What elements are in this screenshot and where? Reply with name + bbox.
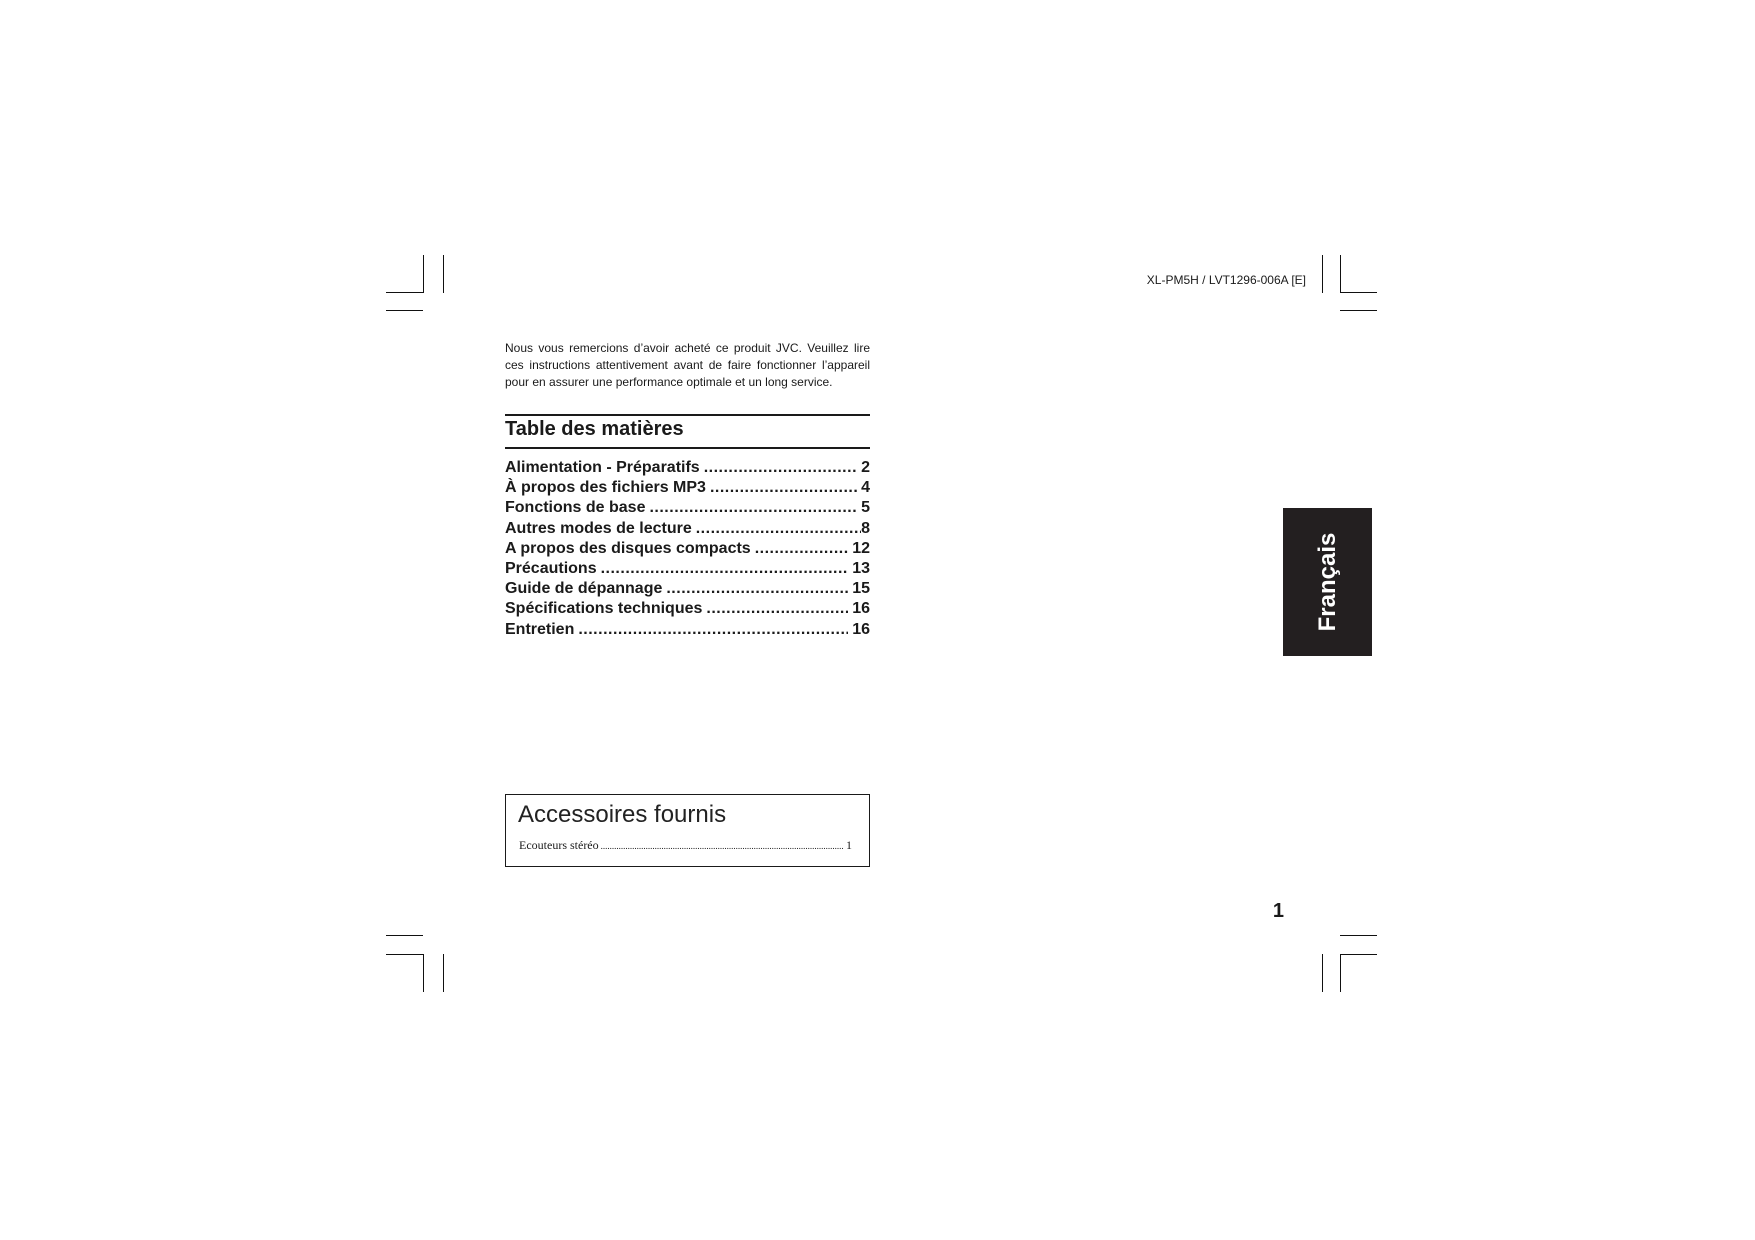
intro-paragraph: Nous vous remercions d’avoir acheté ce produit JVC. Veuillez lire ces instructions attentivement avant de faire fonctionner l’appareil pour en assurer une performance optimale et un long service. xyxy=(505,341,870,389)
table-of-contents xyxy=(505,459,870,641)
accessory-quantity: 1 xyxy=(846,838,852,852)
toc-entry-title: Spécifications techniques xyxy=(505,600,703,618)
dot-leader xyxy=(601,560,849,578)
toc-entry[interactable] xyxy=(505,560,870,580)
dot-leader xyxy=(649,499,857,517)
crop-mark xyxy=(386,310,423,311)
dot-leader xyxy=(601,838,844,853)
dot-leader xyxy=(706,600,848,618)
crop-mark xyxy=(1340,310,1377,311)
page-number: 1 xyxy=(1272,900,1284,922)
crop-mark xyxy=(1340,954,1341,992)
toc-entry-page: 12 xyxy=(852,539,870,557)
toc-entry-title: Fonctions de base xyxy=(505,499,646,517)
dot-leader xyxy=(666,580,848,598)
crop-mark xyxy=(1340,255,1341,293)
crop-mark xyxy=(423,255,424,293)
crop-mark xyxy=(443,954,444,992)
crop-mark xyxy=(1340,292,1377,293)
crop-mark xyxy=(443,255,444,293)
toc-entry-title: Précautions xyxy=(505,559,597,577)
accessories-heading: Accessoires fournis xyxy=(518,801,727,828)
toc-entry[interactable] xyxy=(505,600,870,620)
toc-entry-title: Alimentation - Préparatifs xyxy=(505,459,700,476)
crop-mark xyxy=(386,292,423,293)
toc-entry-page: 13 xyxy=(852,559,870,577)
dot-leader xyxy=(578,621,848,639)
toc-entry-page: 4 xyxy=(861,479,870,497)
document-code: XL-PM5H / LVT1296-006A [E] xyxy=(1146,273,1306,287)
toc-entry-title: À propos des fichiers MP3 xyxy=(505,479,706,497)
toc-entry-title: Autres modes de lecture xyxy=(505,519,692,537)
toc-entry[interactable] xyxy=(505,580,870,600)
toc-entry-title: Guide de dépannage xyxy=(505,580,663,598)
crop-mark xyxy=(423,954,424,992)
toc-entry-page: 5 xyxy=(861,499,870,517)
toc-entry[interactable] xyxy=(505,479,870,499)
toc-entry-page: 16 xyxy=(852,600,870,618)
accessory-item xyxy=(519,838,852,853)
toc-entry[interactable] xyxy=(505,459,870,479)
accessories-box xyxy=(505,794,870,867)
toc-entry-title: A propos des disques compacts xyxy=(505,539,751,557)
toc-entry-title: Entretien xyxy=(505,620,575,638)
toc-entry[interactable] xyxy=(505,499,870,519)
toc-entry-page: 15 xyxy=(852,580,870,598)
dot-leader xyxy=(704,459,857,477)
toc-entry-page: 16 xyxy=(852,620,870,638)
accessory-name: Ecouteurs stéréo xyxy=(519,838,599,852)
toc-entry[interactable] xyxy=(505,540,870,560)
language-tab xyxy=(1283,508,1372,656)
crop-mark xyxy=(1340,954,1377,955)
toc-entry-page: 8 xyxy=(861,519,870,537)
toc-entry[interactable] xyxy=(505,621,870,641)
crop-mark xyxy=(386,954,423,955)
dot-leader xyxy=(710,479,857,497)
toc-top-rule xyxy=(505,414,870,416)
dot-leader xyxy=(755,540,849,558)
crop-mark xyxy=(1322,954,1323,992)
crop-mark xyxy=(386,935,423,936)
toc-bottom-rule xyxy=(505,447,870,449)
dot-leader xyxy=(696,520,861,538)
toc-heading: Table des matières xyxy=(505,418,684,440)
language-tab-label: Français xyxy=(1313,532,1341,632)
crop-mark xyxy=(1340,935,1377,936)
toc-entry-page: 2 xyxy=(861,459,870,476)
crop-mark xyxy=(1322,255,1323,293)
toc-entry[interactable] xyxy=(505,520,870,540)
